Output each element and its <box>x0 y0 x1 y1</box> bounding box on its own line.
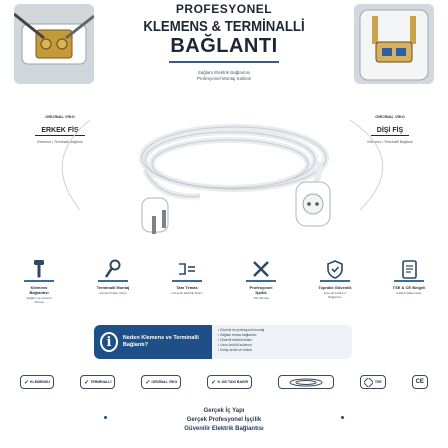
male-plug-brand: ORİJİNAL VİKO <box>45 114 75 119</box>
feature-list <box>22 258 426 314</box>
shield-icon <box>327 260 343 279</box>
terminal-closeup-icon <box>14 4 94 84</box>
female-plug-sub: Klemens • Terminalli Bağlantı <box>367 140 413 144</box>
tools-icon <box>252 260 270 278</box>
bullet-dot-right <box>341 416 344 419</box>
feature-item <box>318 258 352 314</box>
cable-coil-icon <box>286 378 326 387</box>
feature-item <box>96 258 130 314</box>
screw-icon <box>30 259 48 279</box>
badge-strip <box>20 374 428 390</box>
bullet-dot-left <box>104 416 107 419</box>
socket-closeup-icon <box>354 4 434 84</box>
male-plug-name: ERKEK FİŞ <box>35 127 84 136</box>
feature-sub: Güvenli Kullanım Bağlantısı <box>323 291 347 299</box>
feature-label: Tam Temas <box>176 285 198 290</box>
check-icon: ✓ <box>84 379 90 386</box>
feature-sub: Sağlam ve Güvenli Montaj <box>26 296 52 304</box>
info-point: • Sağlam temas bağlantısı <box>218 333 257 337</box>
title-line-2: KLEMENS & TERMİNALLİ <box>143 18 305 35</box>
check-icon: ✓ <box>211 379 217 386</box>
info-point: • Uzun ömürlü kullanım <box>218 343 252 347</box>
feature-item <box>170 258 204 314</box>
feature-sub: Kaliteli Malzemeler <box>396 291 422 295</box>
check-icon: ✓ <box>145 379 151 386</box>
title-line-1: PROFESYONEL <box>175 2 273 16</box>
info-point: • Düzenli ve profesyonel montaj <box>218 328 265 332</box>
bottom-tagline <box>124 406 324 433</box>
badge-copper: ✓ % 100 TAKI BAKIR <box>207 375 252 389</box>
subtitle-1: Sağlam Elektrik Bağlantısı <box>197 70 251 75</box>
subtitle-2: Profesyonel Montaj Kalitesi <box>196 76 252 81</box>
feature-label: Terminalli Montaj <box>96 285 130 290</box>
female-plug-brand: ORİJİNAL VİKO <box>375 114 405 119</box>
info-question: Neden Klemens ve Terminalli Bağlantı? <box>122 335 199 348</box>
badge-ce: CE <box>412 375 428 389</box>
feature-sub: Güvenli Kablo Uçları <box>99 291 127 295</box>
female-plug-name: DİŞİ FİŞ <box>371 127 409 136</box>
feature-label: Profesyonel İşçilik <box>249 285 273 295</box>
info-points <box>212 325 352 359</box>
terminal-closeup-photo <box>14 4 94 84</box>
badge-tse: TSE <box>360 375 386 389</box>
male-plug-sub: Klemens • Terminalli Bağlantı <box>37 140 83 144</box>
title-underline <box>169 61 279 63</box>
feature-label: TSE & CE Belgeli <box>392 285 426 290</box>
socket-closeup-photo <box>354 4 434 84</box>
male-plug-icon <box>142 198 168 234</box>
tagline-1: Gerçek İç Yapı <box>203 407 245 414</box>
wrench-icon <box>104 259 122 279</box>
check-icon: ✓ <box>24 379 30 386</box>
female-plug-icon <box>296 182 330 226</box>
badge-orijinal-viko: ✓ ORİJİNAL VİKO <box>141 375 181 389</box>
feature-label: Klemens Bağlantısı <box>29 285 49 295</box>
badge-terminalli: ✓ TERMİNALLİ <box>80 375 115 389</box>
info-point: • Kolay servis ve bakım <box>218 348 253 352</box>
info-question-panel <box>94 325 212 359</box>
feature-item <box>392 258 426 314</box>
feature-item <box>22 258 56 314</box>
info-icon: i <box>100 332 118 352</box>
feature-item <box>244 258 278 314</box>
extension-cable-illustration <box>20 100 428 240</box>
certificate-icon <box>402 260 417 279</box>
header-title-block <box>100 2 348 82</box>
badge-klemensli: ✓ KLEMENSLİ <box>20 375 54 389</box>
title-line-3: BAĞLANTI <box>170 35 278 57</box>
info-point: • Güvenli elektrik iletimi <box>218 338 252 342</box>
info-box <box>94 325 352 359</box>
feature-sub: Titiz Montaj <box>253 296 269 300</box>
tse-logo-icon <box>364 378 373 387</box>
badge-cable-coil <box>278 375 334 389</box>
tagline-3: Güvenilir Elektrik Bağlantısı <box>184 425 264 432</box>
feature-sub: Güvenilir Elektrik İletimi <box>171 291 203 295</box>
feature-label: Topraklı Güvenlik <box>318 285 352 290</box>
tagline-2: Gerçek Profesyonel İşçilik <box>186 416 262 423</box>
contact-icon <box>177 261 197 277</box>
